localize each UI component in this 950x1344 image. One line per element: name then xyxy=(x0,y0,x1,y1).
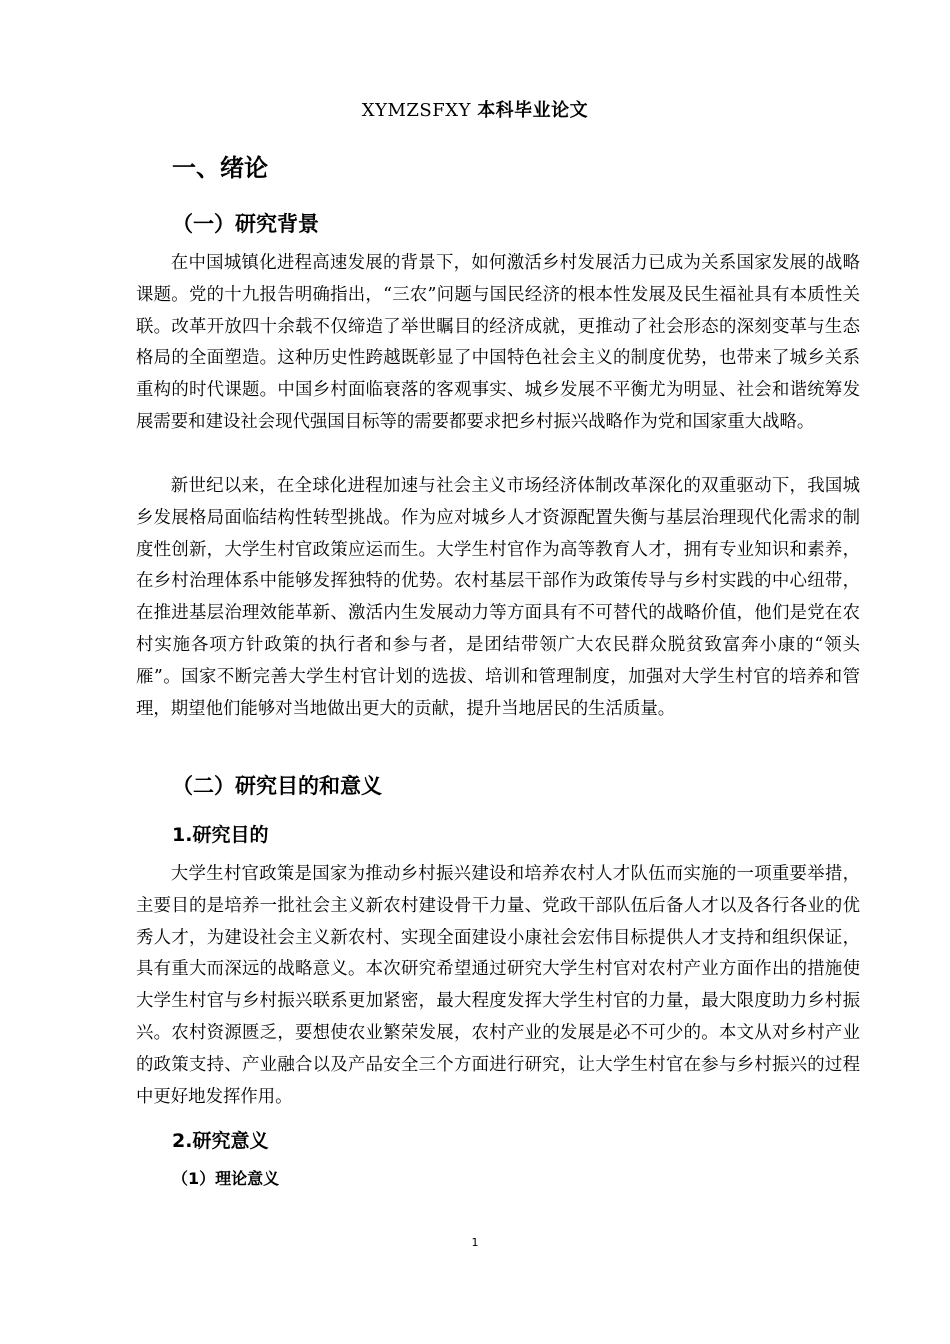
sub-subsection-title-theory: （1）理论意义 xyxy=(172,1169,280,1188)
page-header xyxy=(0,96,950,122)
body-paragraph: 大学生村官政策是国家为推动乡村振兴建设和培养农村人才队伍而实施的一项重要举措，主要目的是培养一批社会主义新农村建设骨干力量、党政干部队伍后备人才以及各行各业的优秀人才，为建设社会主义新农村、实现全面建设小康社会宏伟目标提供人才支持和组织保证，具有重大而深远的战略意义。本次研究希望通过研究大学生村官对农村产业方面作出的措施使大学生村官与乡村振兴联系更加紧密，最大程度发挥大学生村官的力量，最大限度助力乡村振兴。农村资源匮乏，要想使农业繁荣发展，农村产业的发展是必不可少的。本文从对乡村产业的政策支持、产业融合以及产品安全三个方面进行研究，让大学生村官在参与乡村振兴的过程中更好地发挥作用。 xyxy=(136,864,860,1107)
section-title-purpose: （二）研究目的和意义 xyxy=(172,774,382,798)
page-number: 1 xyxy=(471,1236,479,1249)
header-label: 本科毕业论文 xyxy=(477,100,589,121)
body-paragraph: 新世纪以来，在全球化进程加速与社会主义市场经济体制改革深化的双重驱动下，我国城乡发展格局面临结构性转型挑战。作为应对城乡人才资源配置失衡与基层治理现代化需求的制度性创新，大学生村官政策应运而生。大学生村官作为高等教育人才，拥有专业知识和素养，在乡村治理体系中能够发挥独特的优势。农村基层干部作为政策传导与乡村实践的中心纽带，在推进基层治理效能革新、激活内生发展动力等方面具有不可替代的战略价值，他们是党在农村实施各项方针政策的执行者和参与者，是团结带领广大农民群众脱贫致富奔小康的“领头雁”。国家不断完善大学生村官计划的选拔、培训和管理制度，加强对大学生村官的培养和管理，期望他们能够对当地做出更大的贡献，提升当地居民的生活质量。 xyxy=(136,476,860,719)
subsection-title-significance: 2.研究意义 xyxy=(172,1130,269,1152)
section-title-background: （一）研究背景 xyxy=(172,212,319,236)
header-code: XYMZSFXY xyxy=(361,100,471,121)
chapter-title: 一、绪论 xyxy=(172,154,268,182)
subsection-title-purpose: 1.研究目的 xyxy=(172,824,269,846)
body-paragraph: 在中国城镇化进程高速发展的背景下，如何激活乡村发展活力已成为关系国家发展的战略课题。党的十九报告明确指出，“三农”问题与国民经济的根本性发展及民生福祉具有本质性关联。改革开放四十余载不仅缔造了举世瞩目的经济成就，更推动了社会形态的深刻变革与生态格局的全面塑造。这种历史性跨越既彰显了中国特色社会主义的制度优势，也带来了城乡关系重构的时代课题。中国乡村面临衰落的客观事实、城乡发展不平衡尤为明显、社会和谐统筹发展需要和建设社会现代强国目标等的需要都要求把乡村振兴战略作为党和国家重大战略。 xyxy=(136,253,860,432)
